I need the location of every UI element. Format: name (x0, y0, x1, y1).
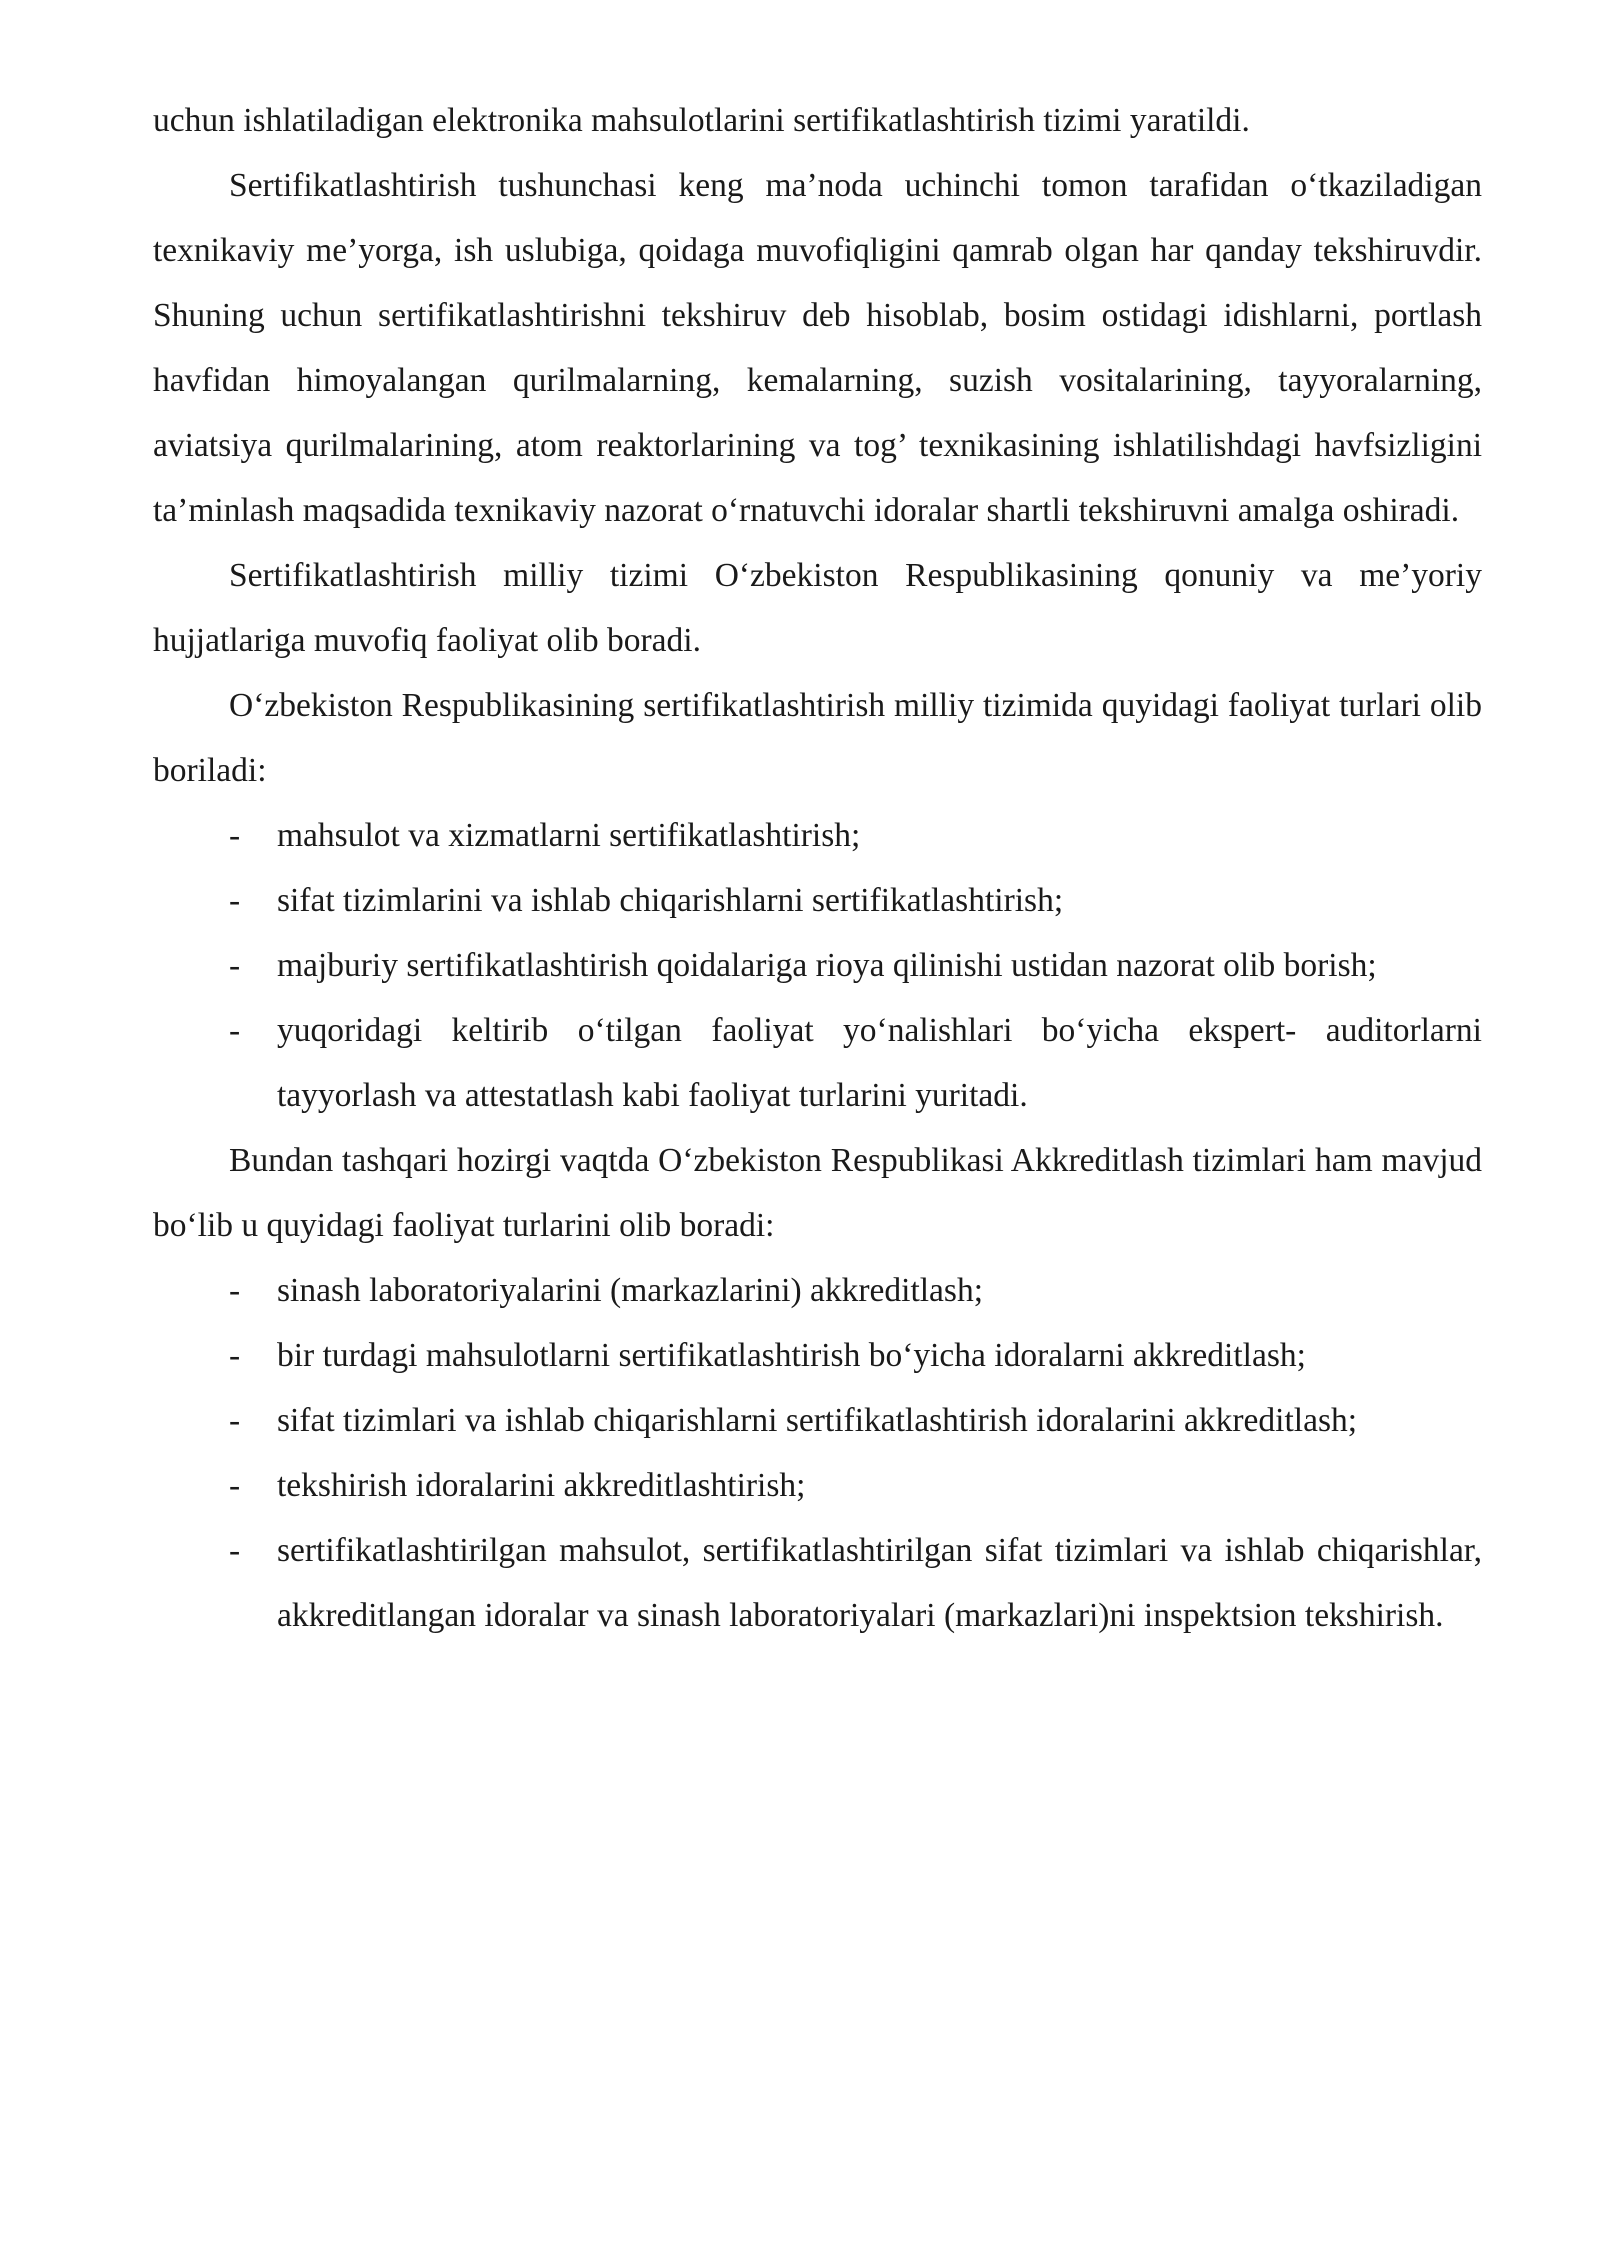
list-dash: - (229, 1402, 241, 1439)
list-item-text: sifat tizimlari va ishlab chiqarishlarni sertifikatlashtirish idoralarini akkreditlash; (277, 1402, 1358, 1439)
list-item (153, 1453, 1482, 1518)
paragraph-national-system: Sertifikatlashtirish milliy tizimi O‘zbekiston Respublikasining qonuniy va me’yoriy hujjatlariga muvofiq faoliyat olib boradi. (153, 557, 1482, 659)
list-dash: - (229, 1272, 241, 1309)
paragraph-certification-concept: Sertifikatlashtirish tushunchasi keng ma’noda uchinchi tomon tarafidan o‘tkaziladigan texnikaviy me’yorga, ish uslubiga, qoidaga muvofiqligini qamrab olgan har qanday tekshiruvdir. Shuning uchun sertifikatlashtirishni tekshiruv deb hisoblab, bosim ostidagi idishlarni, portlash havfidan himoyalangan qurilmalarning, kemalarning, suzish vositalarining, tayyoralarning, aviatsiya qurilmalarining, atom reaktorlarining va tog’ texnikasining ishlatilishdagi havfsizligini ta’minlash maqsadida texnikaviy nazorat o‘rnatuvchi idoralar shartli tekshiruvni amalga oshiradi. (153, 167, 1482, 529)
list-item-text: tekshirish idoralarini akkreditlashtirish; (277, 1467, 806, 1504)
list-item (153, 1258, 1482, 1323)
list-dash: - (229, 1532, 241, 1569)
list-dash: - (229, 1012, 241, 1049)
list-item-text: sinash laboratoriyalarini (markazlarini) akkreditlash; (277, 1272, 984, 1309)
list-item-text: sifat tizimlarini va ishlab chiqarishlarni sertifikatlashtirish; (277, 882, 1064, 919)
list-dash: - (229, 1467, 241, 1504)
list-dash: - (229, 947, 241, 984)
list-item (153, 868, 1482, 933)
list-item (153, 1518, 1482, 1648)
activity-list (153, 803, 1482, 1128)
list-dash: - (229, 882, 241, 919)
list-item-text: sertifikatlashtirilgan mahsulot, sertifikatlashtirilgan sifat tizimlari va ishlab chiqarishlar, akkreditlangan idoralar va sinash laboratoriyalari (markazlari)ni inspektsion tekshirish. (277, 1532, 1482, 1634)
list-item (153, 803, 1482, 868)
document-page (153, 88, 1482, 1648)
list-item (153, 1388, 1482, 1453)
list-item (153, 933, 1482, 998)
list-item-text: mahsulot va xizmatlarni sertifikatlashtirish; (277, 817, 861, 854)
paragraph-activity-intro: O‘zbekiston Respublikasining sertifikatlashtirish milliy tizimida quyidagi faoliyat turlari olib boriladi: (153, 687, 1482, 789)
list-item-text: majburiy sertifikatlashtirish qoidalariga rioya qilinishi ustidan nazorat olib borish; (277, 947, 1377, 984)
list-dash: - (229, 817, 241, 854)
list-item-text: bir turdagi mahsulotlarni sertifikatlashtirish bo‘yicha idoralarni akkreditlash; (277, 1337, 1306, 1374)
accreditation-list (153, 1258, 1482, 1648)
paragraph-continuation: uchun ishlatiladigan elektronika mahsulotlarini sertifikatlashtirish tizimi yaratildi. (153, 102, 1250, 139)
list-item (153, 998, 1482, 1128)
list-dash: - (229, 1337, 241, 1374)
list-item (153, 1323, 1482, 1388)
paragraph-accreditation-intro: Bundan tashqari hozirgi vaqtda O‘zbekiston Respublikasi Akkreditlash tizimlari ham mavjud bo‘lib u quyidagi faoliyat turlarini olib boradi: (153, 1142, 1482, 1244)
list-item-text: yuqoridagi keltirib o‘tilgan faoliyat yo‘nalishlari bo‘yicha ekspert- auditorlarni tayyorlash va attestatlash kabi faoliyat turlarini yuritadi. (277, 1012, 1482, 1114)
